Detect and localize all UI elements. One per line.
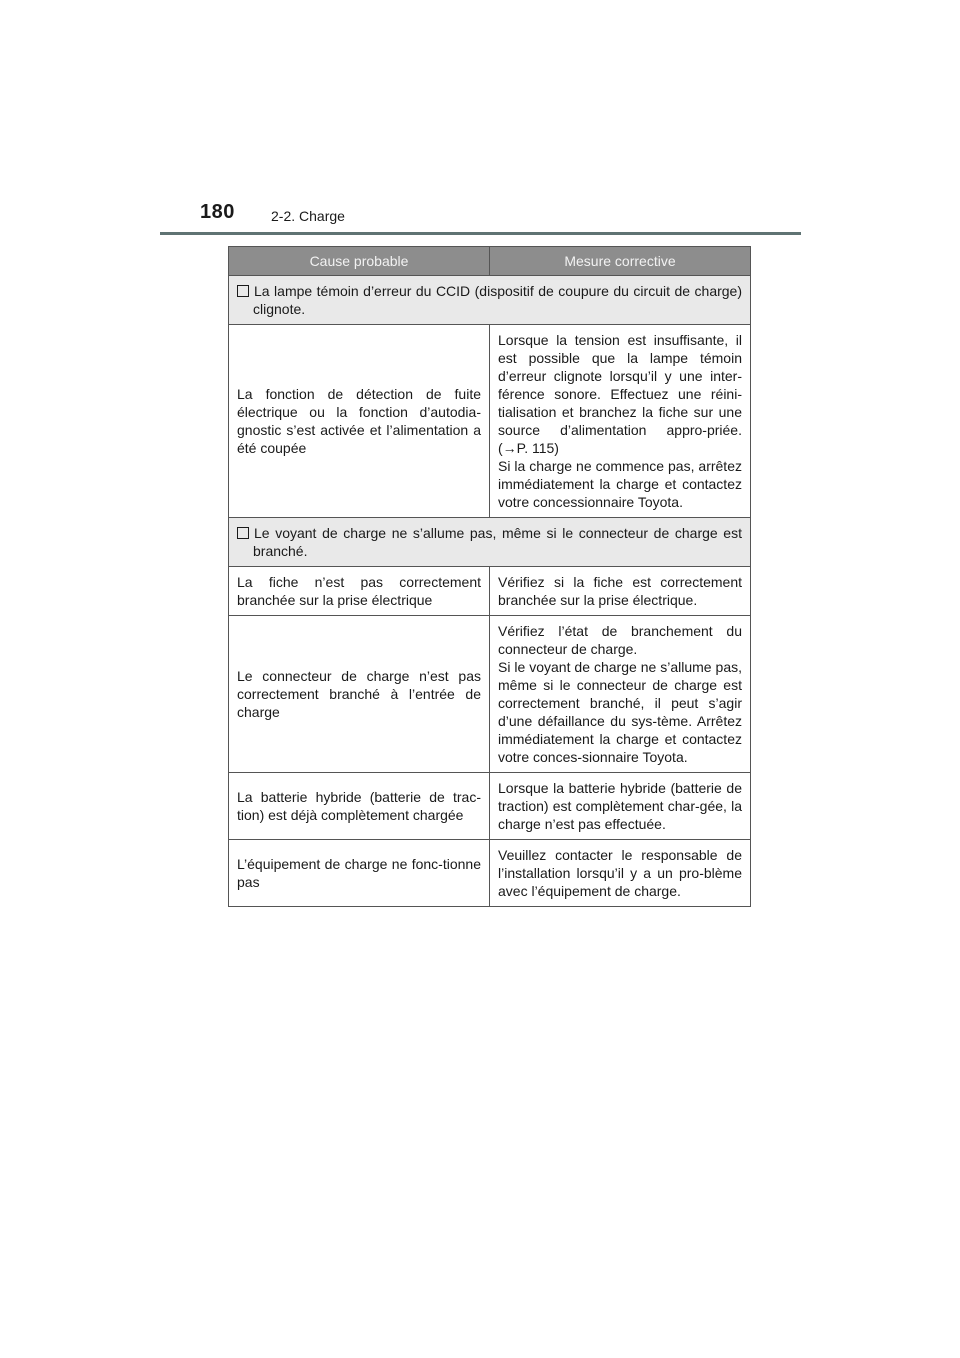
measure-cell — [490, 325, 751, 518]
measure-text-2: Si la charge ne commence pas, arrêtez immédiatement la charge et contactez votre concessionnaire Toyota. — [498, 458, 742, 510]
column-header-measure: Mesure corrective — [490, 247, 751, 276]
table-row — [229, 567, 751, 616]
measure-cell: Lorsque la batterie hybride (batterie de traction) est complètement char-gée, la charge n’est pas effectuée. — [490, 773, 751, 840]
measure-cell: Vérifiez si la fiche est correctement branchée sur la prise électrique. — [490, 567, 751, 616]
cause-cell: La fonction de détection de fuite électrique ou la fonction d’autodia-gnostic s’est activée et l’alimentation a été coupée — [229, 325, 490, 518]
checkbox-icon — [237, 285, 249, 297]
checkbox-icon — [237, 527, 249, 539]
measure-text: Vérifiez l’état de branchement du connecteur de charge. — [498, 623, 742, 657]
column-header-cause: Cause probable — [229, 247, 490, 276]
section-title: 2-2. Charge — [271, 208, 345, 224]
table-row — [229, 840, 751, 907]
section-note-row — [229, 518, 751, 567]
cause-cell: Le connecteur de charge n’est pas correctement branché à l’entrée de charge — [229, 616, 490, 773]
section-note-text: Le voyant de charge ne s’allume pas, même si le connecteur de charge est branché. — [253, 525, 742, 559]
header-rule — [160, 232, 801, 235]
section-note — [229, 518, 751, 567]
troubleshooting-table — [228, 246, 751, 907]
section-note-row — [229, 276, 751, 325]
cause-cell: La batterie hybride (batterie de trac-tion) est déjà complètement chargée — [229, 773, 490, 840]
section-note-text: La lampe témoin d’erreur du CCID (dispositif de coupure du circuit de charge) clignote. — [253, 283, 742, 317]
table-header-row — [229, 247, 751, 276]
measure-text-2: Si le voyant de charge ne s’allume pas, même si le connecteur de charge est correctement branché, il peut s’agir d’une défaillance du sys-tème. Arrêtez immédiatement la charge et contactez votre conces-sionnaire Toyota. — [498, 659, 742, 765]
section-note — [229, 276, 751, 325]
table-row — [229, 773, 751, 840]
table-row — [229, 325, 751, 518]
measure-cell: Veuillez contacter le responsable de l’installation lorsqu’il y a un pro-blème avec l’équipement de charge. — [490, 840, 751, 907]
measure-text: Lorsque la tension est insuffisante, il est possible que la lampe témoin d’erreur clignote lorsqu’il y une inter-férence sonore. Effectuez une réini-tialisation et branchez la fiche sur une source d’alimentation appro-priée. (→P. 115) — [498, 332, 742, 456]
cause-cell: L’équipement de charge ne fonc-tionne pas — [229, 840, 490, 907]
page-number: 180 — [200, 201, 235, 223]
measure-cell — [490, 616, 751, 773]
cause-cell: La fiche n’est pas correctement branchée sur la prise électrique — [229, 567, 490, 616]
table-row — [229, 616, 751, 773]
